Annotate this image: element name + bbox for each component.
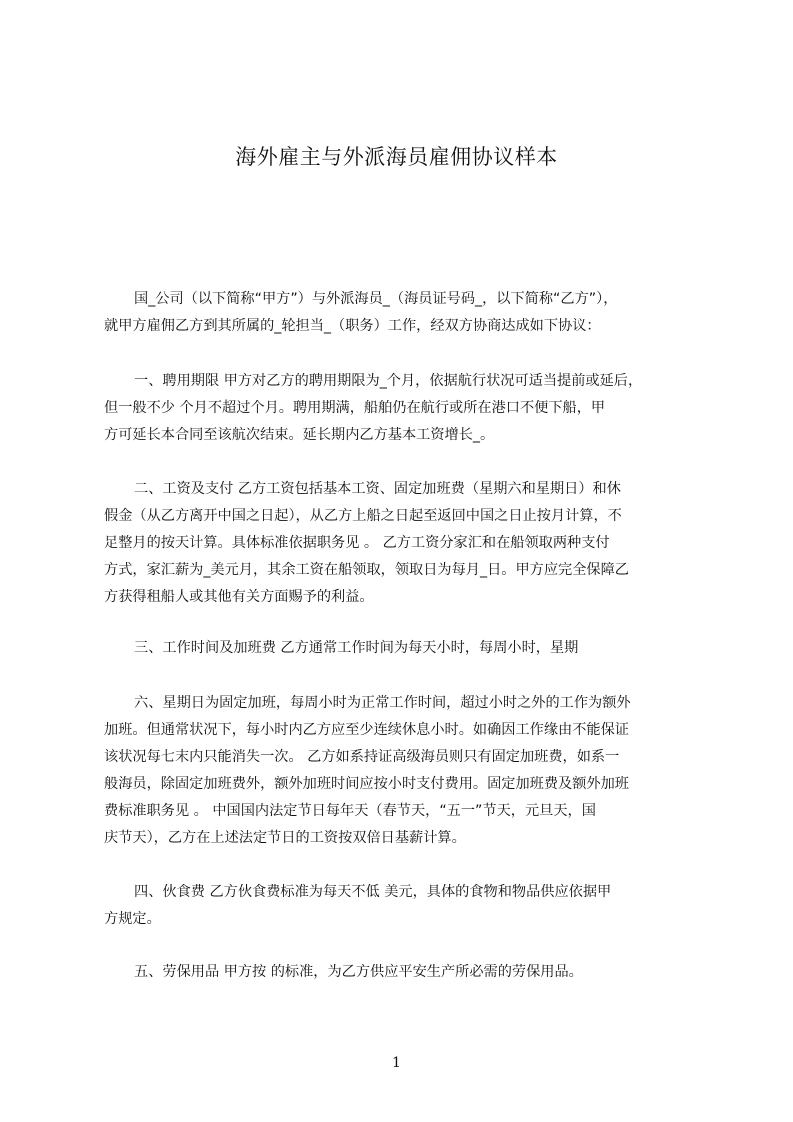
section-4-line: 四、伙食费 乙方伙食费标准为每天不低 美元，具体的食物和物品供应依据甲: [134, 884, 612, 900]
section-1-line: 一、聘用期限 甲方对乙方的聘用期限为_个月，依据航行状况可适当提前或延后，: [134, 373, 643, 389]
section-3b-line: 加班。但通常状况下，每小时内乙方应至少连续休息小时。如确因工作缘由不能保证: [104, 722, 629, 738]
section-1-line: 方可延长本合同至该航次结束。延长期内乙方基本工资增长_。: [104, 427, 495, 443]
section-3b-line: 费标准职务见 。 中国国内法定节日每年天（春节天，“五一”节天，元旦天，国: [104, 803, 596, 819]
section-5-line: 五、劳保用品 甲方按 的标准，为乙方供应平安生产所必需的劳保用品。: [134, 964, 583, 980]
section-4-line: 方规定。: [104, 911, 161, 927]
section-1-line: 但一般不少 个月不超过个月。聘用期满，船舶仍在航行或所在港口不便下船，甲: [104, 400, 606, 416]
intro-line: 就甲方雇佣乙方到其所属的_轮担当_（职务）工作，经双方协商达成如下协议：: [104, 318, 601, 334]
section-3b-line: 该状况每七末内只能消失一次。 乙方如系持证高级海员则只有固定加班费，如系一: [104, 749, 620, 765]
section-2-line: 方式，家汇薪为_美元月，其余工资在船领取，领取日为每月_日。甲方应完全保障乙: [104, 562, 629, 578]
section-2-line: 假金（从乙方离开中国之日起），从乙方上船之日起至返回中国之日止按月计算，不: [104, 508, 622, 524]
document-title: 海外雇主与外派海员雇佣协议样本: [235, 145, 558, 169]
section-3b-line: 六、星期日为固定加班，每周小时为正常工作时间，超过小时之外的工作为额外: [134, 695, 631, 711]
intro-line: 国_公司（以下简称“甲方”）与外派海员_（海员证号码_，以下简称“乙方”），: [134, 291, 618, 307]
section-2-line: 方获得租船人或其他有关方面赐予的利益。: [104, 589, 374, 605]
section-3b-line: 般海员，除固定加班费外，额外加班时间应按小时支付费用。固定加班费及额外加班: [104, 776, 629, 792]
page-number: 1: [392, 1055, 401, 1071]
section-3-line: 三、工作时间及加班费 乙方通常工作时间为每天小时，每周小时，星期: [134, 640, 579, 656]
section-2-line: 足整月的按天计算。具体标准依据职务见 。 乙方工资分家汇和在船领取两种支付: [104, 535, 610, 551]
section-2-line: 二、工资及支付 乙方工资包括基本工资、固定加班费（星期六和星期日）和休: [134, 481, 621, 497]
section-3b-line: 庆节天），乙方在上述法定节日的工资按双倍日基薪计算。: [104, 830, 466, 846]
